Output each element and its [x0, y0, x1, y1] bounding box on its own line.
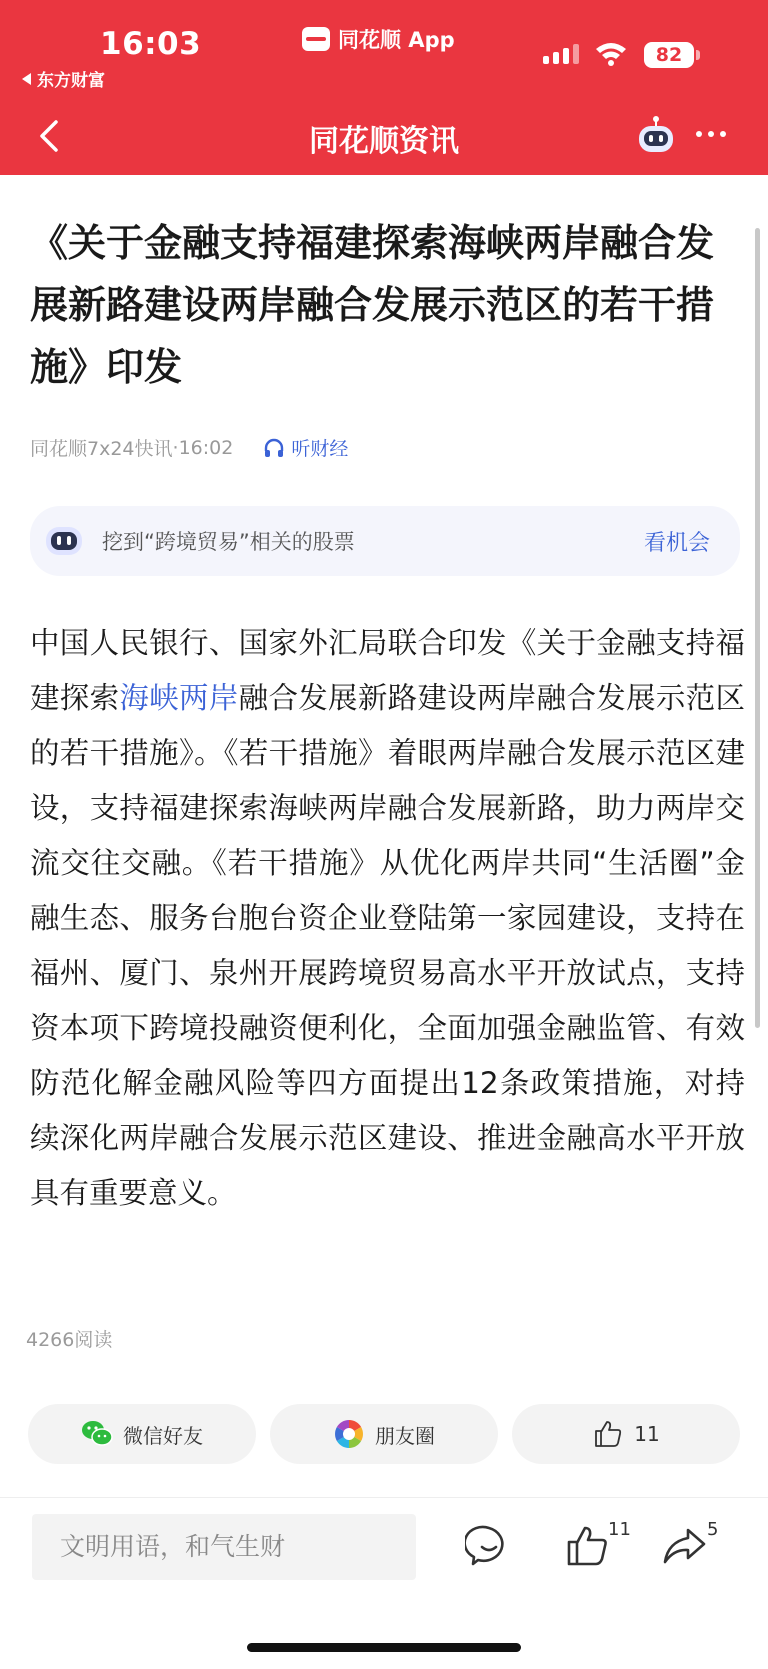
read-count: 4266阅读 — [26, 1329, 113, 1351]
thumbs-up-icon — [592, 1418, 624, 1450]
body-keyword-link[interactable]: 海峡两岸 — [119, 681, 239, 715]
comment-input[interactable]: 文明用语，和气生财 — [32, 1514, 416, 1580]
view-opportunity-link[interactable]: 看机会 — [643, 530, 710, 556]
share-count: 5 — [707, 1519, 719, 1540]
like-button[interactable] — [512, 1404, 740, 1464]
listen-label: 听财经 — [291, 438, 349, 460]
listen-audio-button[interactable] — [263, 434, 348, 461]
thumbs-up-icon — [563, 1522, 611, 1570]
article-time: 16:02 — [178, 436, 234, 459]
robot-icon — [44, 521, 84, 561]
bottom-divider — [0, 1497, 768, 1498]
article-body — [30, 616, 745, 1221]
more-options-icon[interactable] — [696, 131, 726, 137]
article-title: 《关于金融支持福建探索海峡两岸融合发展新路建设两岸融合发展示范区的若干措施》印发 — [30, 221, 715, 389]
page-title: 同花顺资讯 — [309, 124, 459, 159]
battery-indicator: 82 — [644, 42, 694, 68]
app-indicator — [302, 24, 455, 54]
robot-assistant-icon[interactable] — [636, 114, 676, 156]
article-meta — [30, 434, 348, 461]
share-moments-button[interactable] — [270, 1404, 498, 1464]
share-button[interactable] — [660, 1522, 708, 1574]
wifi-icon — [594, 40, 628, 66]
meta-separator: · — [172, 436, 179, 459]
app-logo-icon — [302, 27, 330, 51]
share-wechat-label: 微信好友 — [123, 1423, 203, 1448]
body-text-start: 中国人民银行、国家外汇局联合印发《关于金融支持福建探索 — [30, 626, 745, 715]
share-arrow-icon — [660, 1522, 708, 1570]
article-source: 同花顺7x24快讯 — [30, 438, 173, 460]
bottom-like-button[interactable] — [563, 1522, 611, 1574]
moments-icon — [333, 1418, 365, 1450]
status-time: 16:03 — [100, 26, 202, 62]
bottom-like-count: 11 — [608, 1519, 631, 1540]
back-triangle-icon — [22, 73, 31, 85]
app-header — [0, 0, 768, 175]
headphones-icon — [263, 437, 285, 459]
home-indicator[interactable] — [247, 1643, 521, 1652]
comment-button[interactable] — [465, 1522, 513, 1574]
related-stocks-text: 挖到“跨境贸易”相关的股票 — [102, 530, 355, 554]
cellular-signal-icon — [543, 44, 579, 64]
like-count: 11 — [634, 1422, 660, 1446]
scrollbar[interactable] — [755, 228, 760, 1028]
share-row — [28, 1404, 740, 1464]
share-wechat-button[interactable] — [28, 1404, 256, 1464]
related-stocks-card[interactable] — [30, 506, 740, 576]
app-name: 同花顺 App — [338, 28, 455, 52]
body-text-rest: 融合发展新路建设两岸融合发展示范区的若干措施》。《若干措施》着眼两岸融合发展示范区建设，支持福建探索海峡两岸融合发展新路，助力两岸交流交往交融。《若干措施》从优化两岸共同“生活圈”金融生态、服务台胞台资企业登陆第一家园建设，支持在福州、厦门、泉州开展跨境贸易高水平开放试点，支持资本项下跨境投融资便利化，全面加强金融监管、有效防范化解金融风险等四方面提出12条政策措施，对持续深化两岸融合发展示范区建设、推进金融高水平开放具有重要意义。 — [30, 681, 745, 1210]
share-moments-label: 朋友圈 — [375, 1423, 435, 1448]
comment-bubble-icon — [465, 1522, 513, 1570]
wechat-icon — [81, 1418, 113, 1450]
back-app-label: 东方财富 — [37, 71, 105, 91]
back-to-app-link[interactable] — [22, 66, 105, 91]
